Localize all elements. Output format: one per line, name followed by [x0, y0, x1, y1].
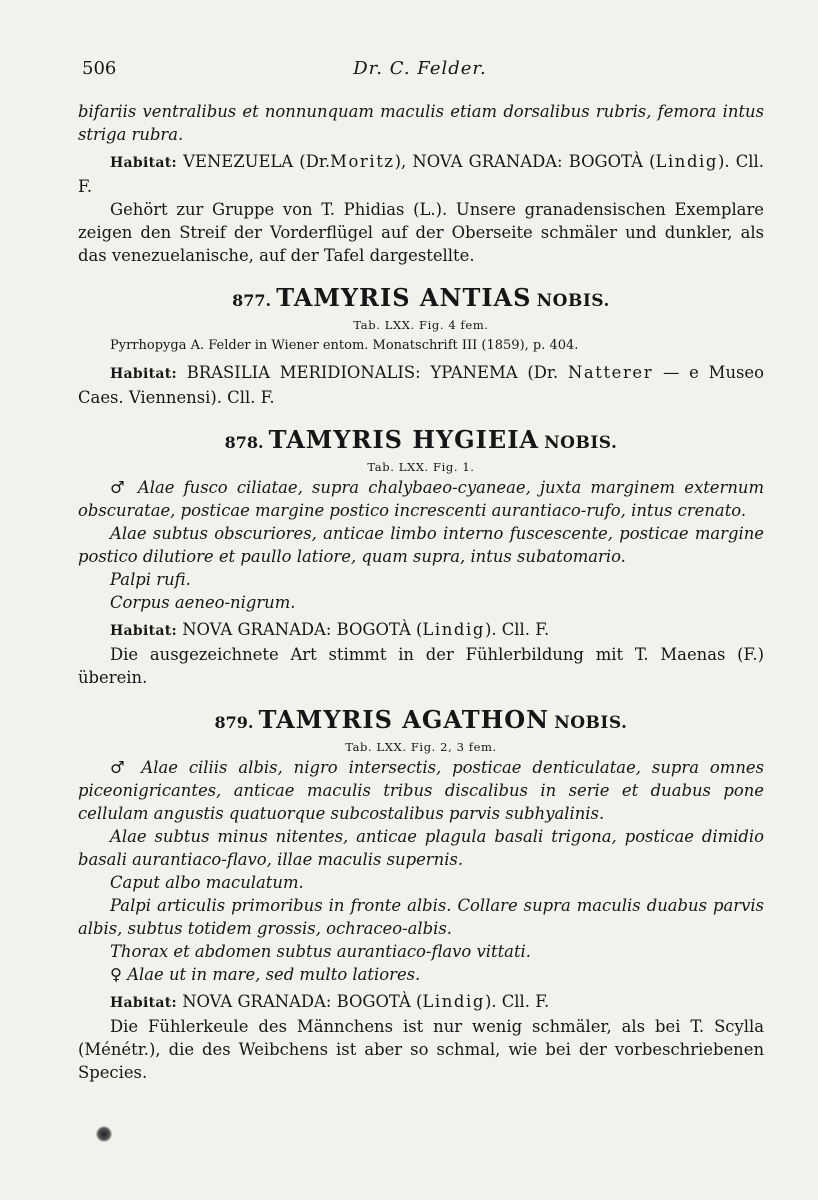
habitat-text: ). Cll. F. — [484, 992, 550, 1011]
collector-name: Lindig — [422, 620, 485, 639]
species-note: Die Fühlerkeule des Männchens ist nur wenig schmäler, als bei T. Scylla (Ménétr.), die des Weibchens ist aber so schmal, wie bei der vorbeschriebenen Species. — [78, 1017, 764, 1082]
habitat-label: Habitat: — [110, 623, 177, 639]
habitat-line — [78, 361, 764, 409]
habitat-line — [78, 990, 764, 1015]
habitat-text: BRASILIA MERIDIONALIS: YPANEMA (Dr. — [176, 363, 568, 382]
species-heading — [78, 705, 764, 738]
species-number: 879. — [214, 713, 254, 732]
description-paragraph: Alae subtus minus nitentes, anticae plagula basali trigona, posticae dimidio basali aurantiaco-flavo, illae maculis supernis. — [78, 827, 764, 869]
habitat-line — [78, 150, 764, 198]
continuation-text: bifariis ventralibus et nonnunquam maculis etiam dorsalibus rubris, femora intus striga rubra. — [78, 102, 764, 144]
habitat-text: — e Museo Caes. Viennensi). Cll. F. — [78, 363, 764, 407]
page-header — [82, 58, 758, 86]
page-number: 506 — [82, 58, 117, 79]
page-body — [78, 100, 764, 1084]
habitat-text: ). Cll. F. — [484, 620, 550, 639]
species-author: NOBIS. — [536, 291, 610, 311]
description-paragraph: Alae subtus obscuriores, anticae limbo interno fuscescente, posticae margine postico dilutiore et paullo latiore, quam supra, intus subatomario. — [78, 524, 764, 566]
species-heading — [78, 425, 764, 458]
habitat-label: Habitat: — [110, 155, 177, 171]
collector-name: Moritz — [330, 152, 395, 171]
running-title: Dr. C. Felder. — [353, 58, 487, 79]
description-paragraph: ♀ Alae ut in mare, sed multo latiores. — [110, 965, 421, 984]
description-paragraph: Thorax et abdomen subtus aurantiaco-flavo vittati. — [110, 942, 531, 961]
plate-reference: Tab. LXX. Fig. 4 fem. — [353, 318, 489, 332]
habitat-label: Habitat: — [110, 995, 177, 1011]
description-paragraph: Palpi articulis primoribus in fronte albis. Collare supra maculis duabus parvis albis, subtus totidem grossis, ochraceo-albis. — [78, 896, 764, 938]
species-author: NOBIS. — [554, 713, 628, 733]
species-number: 877. — [232, 291, 272, 310]
description-paragraph: ♂ Alae fusco ciliatae, supra chalybaeo-cyaneae, juxta marginem externum obscuratae, posticae margine postico increscenti aurantiaco-rufo, intus crenato. — [78, 478, 764, 520]
habitat-label: Habitat: — [110, 366, 177, 382]
species-number: 878. — [224, 433, 264, 452]
plate-reference: Tab. LXX. Fig. 2, 3 fem. — [345, 740, 497, 754]
habitat-line — [78, 618, 764, 643]
species-note: Die ausgezeichnete Art stimmt in der Fühlerbildung mit T. Maenas (F.) überein. — [78, 645, 764, 687]
description-paragraph: ♂ Alae ciliis albis, nigro intersectis, posticae denticulatae, supra omnes piceonigricantes, anticae maculis tribus discalibus in serie et duabus pone cellulam angustis quatuorque subcostalibus parvis subhyalinis. — [78, 758, 764, 823]
ink-spot — [96, 1126, 112, 1142]
habitat-text: VENEZUELA (Dr. — [176, 152, 331, 171]
species-note: Gehört zur Gruppe von T. Phidias (L.). Unsere granadensischen Exemplare zeigen den Streif der Vorderflügel auf der Oberseite schmäler und dunkler, als das venezuelanische, auf der Tafel dargestellte. — [78, 200, 764, 265]
species-name: TAMYRIS AGATHON — [258, 705, 550, 734]
description-paragraph: Caput albo maculatum. — [110, 873, 304, 892]
plate-reference: Tab. LXX. Fig. 1. — [367, 460, 475, 474]
literature-reference: Pyrrhopyga A. Felder in Wiener entom. Monatschrift III (1859), p. 404. — [110, 338, 579, 353]
habitat-text: NOVA GRANADA: BOGOTÀ ( — [176, 992, 423, 1011]
description-paragraph: Palpi rufi. — [110, 570, 191, 589]
description-paragraph: Corpus aeneo-nigrum. — [110, 593, 296, 612]
species-name: TAMYRIS HYGIEIA — [268, 425, 540, 454]
species-heading — [78, 283, 764, 316]
collector-name: Lindig — [655, 152, 718, 171]
collector-name: Natterer — [567, 363, 654, 382]
habitat-text: NOVA GRANADA: BOGOTÀ ( — [176, 620, 423, 639]
species-author: NOBIS. — [544, 433, 618, 453]
habitat-text: ), NOVA GRANADA: BOGOTÀ ( — [394, 152, 656, 171]
species-name: TAMYRIS ANTIAS — [276, 283, 532, 312]
habitat-text: ). Cll. F. — [78, 152, 764, 196]
collector-name: Lindig — [422, 992, 485, 1011]
